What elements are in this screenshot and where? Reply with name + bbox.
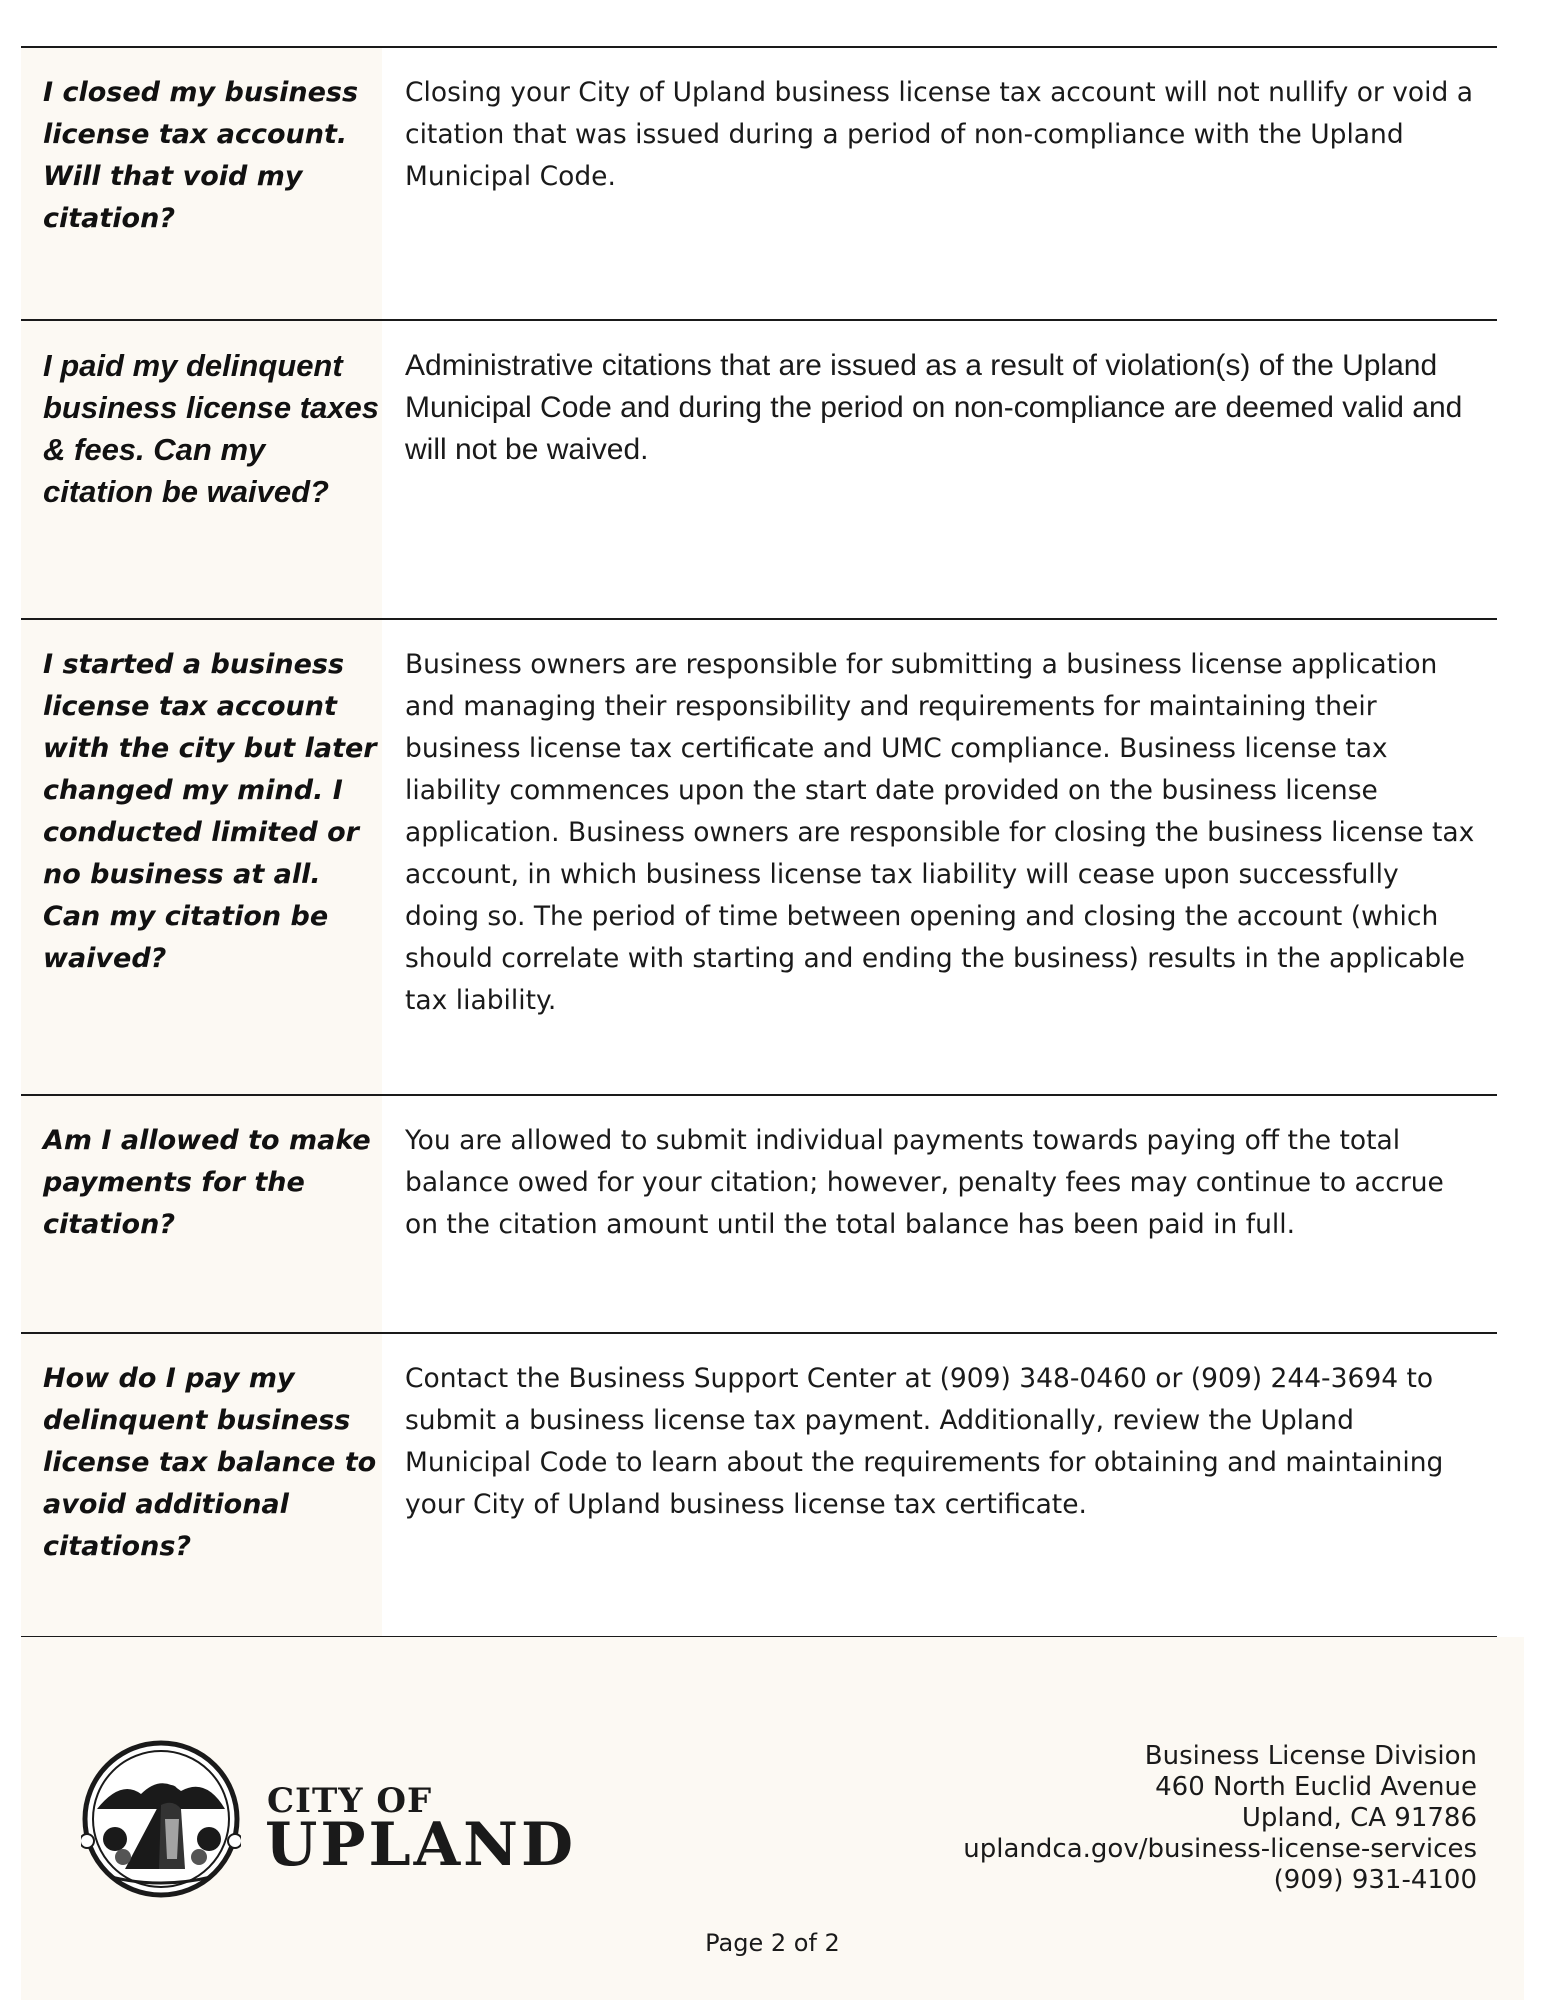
logo-text-upland: UPLAND: [265, 1810, 577, 1880]
contact-website-link[interactable]: uplandca.gov/business-license-services: [963, 1834, 1477, 1864]
faq-row: [21, 321, 1497, 620]
faq-row: [21, 48, 1497, 321]
contact-phone: (909) 931-4100: [1273, 1865, 1477, 1895]
faq-answer: Contact the Business Support Center at (909) 348-0460 or (909) 244-3694 to submit a business license tax payment. Additionally, review the Upland Municipal Code to learn about the requirements for obtaining and maintaining your City of Upland business license tax certificate.: [405, 1363, 1444, 1520]
faq-question: Am I allowed to make payments for the citation?: [21, 1096, 382, 1332]
faq-question: I started a business license tax account with the city but later changed my mind. I conducted limited or no business at all. Can my citation be waived?: [21, 620, 382, 1094]
faq-answer: Administrative citations that are issued as a result of violation(s) of the Upland Municipal Code and during the period on non-compliance are deemed valid and will not be waived.: [405, 349, 1463, 466]
page-number: Page 2 of 2: [705, 1929, 840, 1957]
city-seal-icon: [81, 1739, 241, 1899]
city-logo: [81, 1739, 621, 1899]
faq-row: [21, 1334, 1497, 1638]
faq-answer: Closing your City of Upland business license tax account will not nullify or void a citation that was issued during a period of non-compliance with the Upland Municipal Code.: [405, 77, 1473, 192]
faq-question: I closed my business license tax account. Will that void my citation?: [21, 48, 382, 319]
faq-row: [21, 1096, 1497, 1334]
faq-answer: Business owners are responsible for submitting a business license application and managing their responsibility and requirements for maintaining their business license tax certificate and UMC compliance. Business license tax liability commences upon the start date provided on the business license application. Business owners are responsible for closing the business license tax account, in which business license tax liability will cease upon successfully doing so. The period of time between opening and closing the account (which should correlate with starting and ending the business) results in the applicable tax liability.: [405, 649, 1475, 1016]
faq-answer: You are allowed to submit individual payments towards paying off the total balance owed for your citation; however, penalty fees may continue to accrue on the citation amount until the total balance has been paid in full.: [405, 1125, 1444, 1240]
contact-division: Business License Division: [1144, 1741, 1477, 1771]
contact-city: Upland, CA 91786: [1241, 1803, 1477, 1833]
faq-row: [21, 620, 1497, 1096]
faq-table: [21, 46, 1497, 1638]
faq-question: How do I pay my delinquent business license tax balance to avoid additional citations?: [21, 1334, 382, 1636]
contact-block: [963, 1741, 1477, 1896]
contact-street: 460 North Euclid Avenue: [1155, 1772, 1477, 1802]
faq-question: I paid my delinquent business license taxes & fees. Can my citation be waived?: [21, 321, 382, 618]
logo-text-city-of: CITY OF: [267, 1781, 433, 1821]
footer: [21, 1637, 1524, 2000]
